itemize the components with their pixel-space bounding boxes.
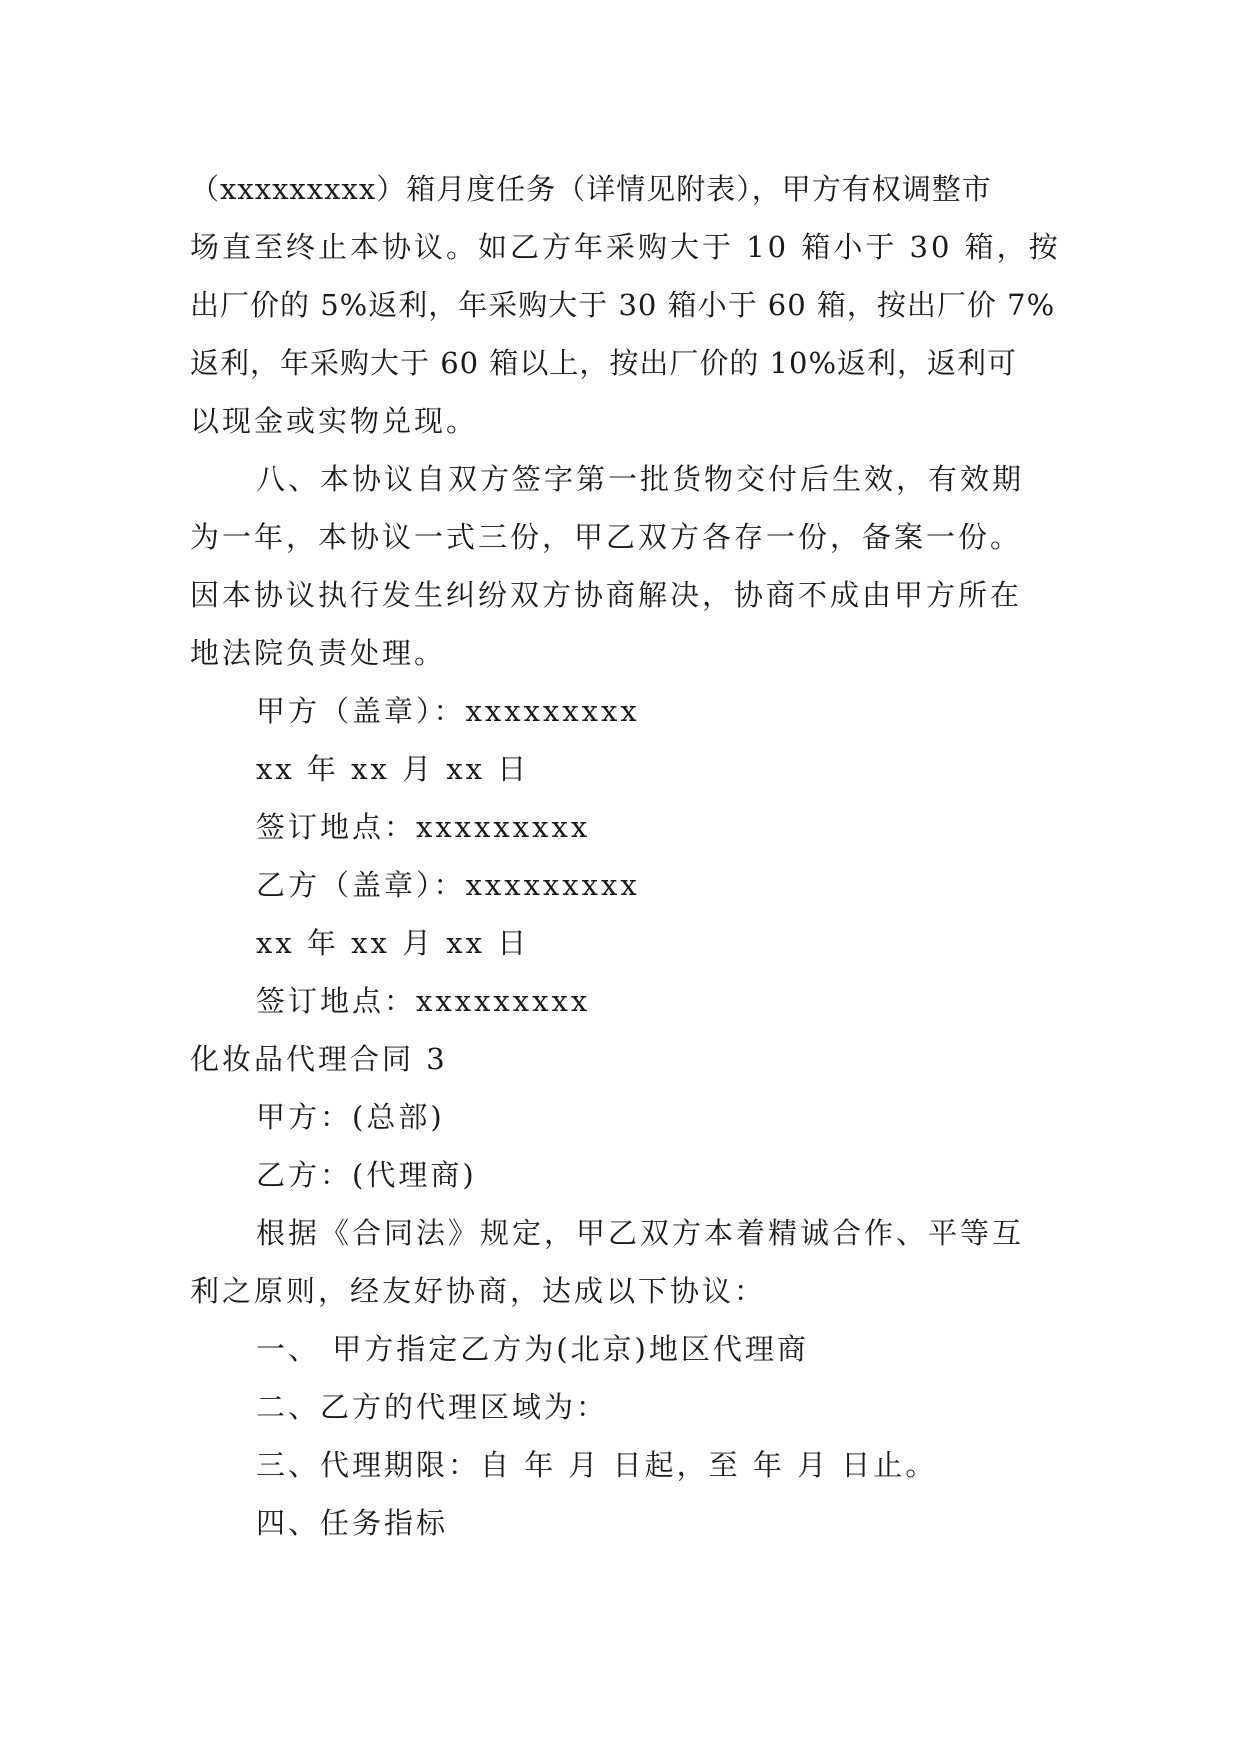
paragraph-start-line: 根据《合同法》规定，甲乙双方本着精诚合作、平等互 xyxy=(256,1216,1025,1250)
clause-4-line: 四、任务指标 xyxy=(256,1506,449,1540)
text-line: 利之原则，经友好协商，达成以下协议： xyxy=(190,1274,767,1308)
text-line: 场直至终止本协议。如乙方年采购大于 10 箱小于 30 箱，按 xyxy=(190,230,1061,264)
section-title: 化妆品代理合同 3 xyxy=(190,1042,448,1076)
text-line: 为一年，本协议一式三份，甲乙双方各存一份，备案一份。 xyxy=(190,520,1023,554)
party-a-seal-line: 甲方（盖章）：xxxxxxxxx xyxy=(256,694,640,728)
text-line: 因本协议执行发生纠纷双方协商解决，协商不成由甲方所在 xyxy=(190,578,1023,612)
party-a-date-line: xx 年 xx 月 xx 日 xyxy=(256,752,530,786)
text-line: 返利，年采购大于 60 箱以上，按出厂价的 10%返利，返利可 xyxy=(190,346,1018,380)
document-body xyxy=(190,160,1060,1552)
paragraph-start-line: 八、本协议自双方签字第一批货物交付后生效，有效期 xyxy=(256,462,1025,496)
text-line: （xxxxxxxxx）箱月度任务（详情见附表），甲方有权调整市 xyxy=(190,172,992,206)
clause-1-line: 一、 甲方指定乙方为(北京)地区代理商 xyxy=(256,1332,809,1366)
party-b-place-line: 签订地点：xxxxxxxxx xyxy=(256,984,591,1018)
clause-2-line: 二、乙方的代理区域为： xyxy=(256,1390,609,1424)
text-line: 以现金或实物兑现。 xyxy=(190,404,479,438)
clause-3-line: 三、代理期限：自 年 月 日起，至 年 月 日止。 xyxy=(256,1448,938,1482)
party-b-line: 乙方：(代理商) xyxy=(256,1158,477,1192)
text-line: 出厂价的 5%返利，年采购大于 30 箱小于 60 箱，按出厂价 7% xyxy=(190,288,1056,322)
party-a-line: 甲方：(总部) xyxy=(256,1100,445,1134)
party-a-place-line: 签订地点：xxxxxxxxx xyxy=(256,810,591,844)
party-b-seal-line: 乙方（盖章）：xxxxxxxxx xyxy=(256,868,640,902)
party-b-date-line: xx 年 xx 月 xx 日 xyxy=(256,926,530,960)
text-line: 地法院负责处理。 xyxy=(190,636,447,670)
